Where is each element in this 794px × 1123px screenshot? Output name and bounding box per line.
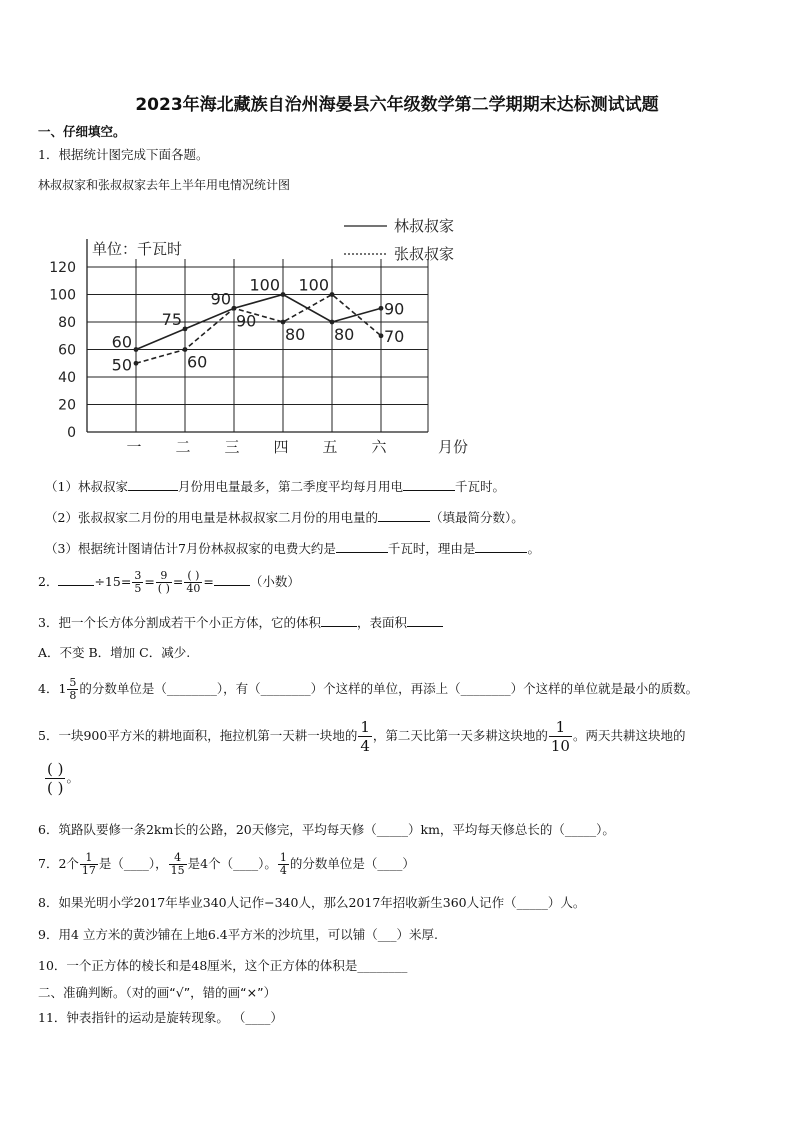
y-tick-label: 40: [58, 370, 76, 386]
sub2-text-b: （填最简分数）。: [429, 510, 524, 525]
fraction: $\frac{3}{5}$: [134, 569, 142, 595]
legend-label-2: 张叔叔家: [394, 245, 455, 263]
question-10: 10．一个正方体的棱长和是48厘米，这个正方体的体积是________: [38, 958, 408, 973]
chart-caption: 林叔叔家和张叔叔家去年上半年用电情况统计图: [38, 178, 291, 192]
fraction: $\frac{9}{( )}$: [157, 569, 170, 595]
x-tick-label: 二: [175, 438, 191, 456]
answer-blank[interactable]: [128, 490, 178, 491]
fraction: $\frac{( )}{40}$: [186, 569, 201, 595]
sub3-text-b: 千瓦时，理由是: [387, 541, 476, 556]
data-label: 80: [285, 325, 306, 344]
line-chart: [30, 205, 490, 470]
sub2-text-a: （2）张叔叔家二月份的用电量是林叔叔家二月份的用电量的: [45, 510, 378, 525]
data-point: [330, 292, 335, 297]
data-point: [232, 306, 237, 311]
question-9: 9．用4 立方米的黄沙铺在上地6.4平方米的沙坑里，可以铺（___）米厚.: [38, 927, 438, 942]
data-point: [330, 320, 335, 325]
sub3-text-a: （3）根据统计图请估计7月份林叔叔家的电费大约是: [45, 541, 336, 556]
question-8: 8．如果光明小学2017年毕业340人记作−340人，那么2017年招收新生360人记作（_____）人。: [38, 895, 586, 910]
data-label: 90: [384, 299, 405, 319]
fraction: $\frac{1}{4}$: [360, 718, 370, 755]
chart-legend: [344, 217, 454, 263]
answer-blank[interactable]: [214, 585, 250, 586]
y-tick-label: 60: [58, 342, 76, 359]
data-label: 100: [249, 275, 280, 295]
fraction: $\frac{4}{15}$: [170, 851, 185, 877]
q2-tail: （小数）: [249, 574, 300, 589]
data-label: 70: [384, 326, 405, 346]
legend-label-1: 林叔叔家: [394, 217, 455, 235]
sub1-text-c: 千瓦时。: [454, 479, 505, 494]
x-tick-label: 三: [224, 438, 240, 456]
question-1-sub-3: [45, 541, 540, 557]
answer-blank[interactable]: [407, 626, 443, 627]
section-two-heading: 二、准确判断。（对的画“√”，错的画“×”）: [38, 985, 277, 1000]
question-5-answer: $\frac{( )}{( )}$ 。: [47, 760, 79, 797]
data-point: [379, 333, 384, 338]
question-5: 5．一块900平方米的耕地面积，拖拉机第一天耕一块地的 $\frac{1}{4}$ ，第二天比第一天多耕这块地的 $\frac{1}{10}$ 。两天共耕这块地的: [38, 718, 686, 755]
fraction: $\frac{1}{10}$: [550, 718, 570, 755]
y-tick-label: 80: [58, 315, 76, 331]
data-label: 60: [111, 332, 132, 352]
data-label: 60: [187, 352, 208, 372]
x-axis-label: 月份: [437, 438, 469, 456]
chart-grid: [87, 239, 428, 432]
fraction: $\frac{1}{17}$: [81, 851, 96, 877]
y-tick-label: 0: [67, 425, 76, 441]
chart-labels: [49, 240, 468, 456]
x-tick-label: 六: [371, 438, 387, 456]
question-3: 3．把一个长方体分割成若干个小正方体，它的体积 ，表面积: [38, 615, 443, 631]
answer-blank[interactable]: [403, 490, 455, 491]
data-point: [281, 292, 286, 297]
question-3-options: A．不变 B．增加 C．减少.: [38, 645, 191, 660]
unit-label: 单位：千瓦时: [92, 240, 183, 258]
x-tick-label: 一: [126, 438, 142, 456]
q2-divide-text: ÷15=: [94, 574, 132, 589]
section-one-heading: 一、仔细填空。: [38, 124, 126, 139]
answer-blank[interactable]: [378, 521, 430, 522]
answer-blank[interactable]: [475, 552, 527, 553]
y-tick-label: 120: [49, 260, 76, 276]
question-1-sub-2: [45, 510, 524, 526]
question-6: 6．筑路队要修一条2km长的公路，20天修完，平均每天修（_____）km，平均每天修总长的（_____）。: [38, 822, 615, 837]
answer-blank[interactable]: [58, 585, 94, 586]
data-point: [281, 320, 286, 325]
answer-fraction[interactable]: $\frac{( )}{( )}$: [47, 760, 64, 797]
q2-number: 2．: [38, 574, 59, 589]
x-tick-label: 五: [322, 438, 338, 456]
question-1: 1．根据统计图完成下面各题。: [38, 147, 209, 162]
data-point: [183, 347, 188, 352]
data-point: [134, 347, 139, 352]
sub3-text-c: 。: [527, 541, 540, 556]
y-tick-label: 100: [49, 287, 76, 304]
data-point: [134, 361, 139, 366]
question-4: 4．1 $\frac{5}{8}$ 的分数单位是（________），有（________）个这样的单位，再添上（________）个这样的单位就是最小的质数。: [38, 676, 699, 702]
answer-blank[interactable]: [336, 552, 388, 553]
sub1-text-b: 月份用电量最多，第二季度平均每月用电: [177, 479, 403, 494]
fraction: $\frac{1}{4}$: [279, 851, 287, 877]
y-tick-label: 20: [58, 397, 76, 414]
data-label: 100: [298, 275, 329, 295]
mixed-number: 1 $\frac{5}{8}$: [58, 676, 77, 702]
answer-blank[interactable]: [321, 626, 357, 627]
data-point: [379, 306, 384, 311]
data-label: 75: [161, 309, 182, 329]
data-label: 90: [210, 289, 231, 309]
sub1-text-a: （1）林叔叔家: [45, 479, 128, 494]
question-2: 2． ÷15= $\frac{3}{5}$ = $\frac{9}{( )}$ = $\frac{( )}{40}$ = （小数）: [38, 569, 300, 595]
question-1-sub-1: [45, 479, 505, 495]
x-tick-label: 四: [273, 438, 289, 456]
question-11: 11．钟表指针的运动是旋转现象。 （____）: [38, 1010, 283, 1025]
data-label: 80: [334, 325, 355, 344]
data-label: 50: [111, 355, 132, 375]
data-point: [183, 326, 188, 331]
question-7: 7．2个 $\frac{1}{17}$ 是（____）， $\frac{4}{15}$ 是4个（____）。 $\frac{1}{4}$ 的分数单位是（____）: [38, 851, 415, 877]
page-title: 2023年海北藏族自治州海晏县六年级数学第二学期期末达标测试试题: [135, 95, 659, 115]
data-label: 90: [236, 311, 257, 331]
